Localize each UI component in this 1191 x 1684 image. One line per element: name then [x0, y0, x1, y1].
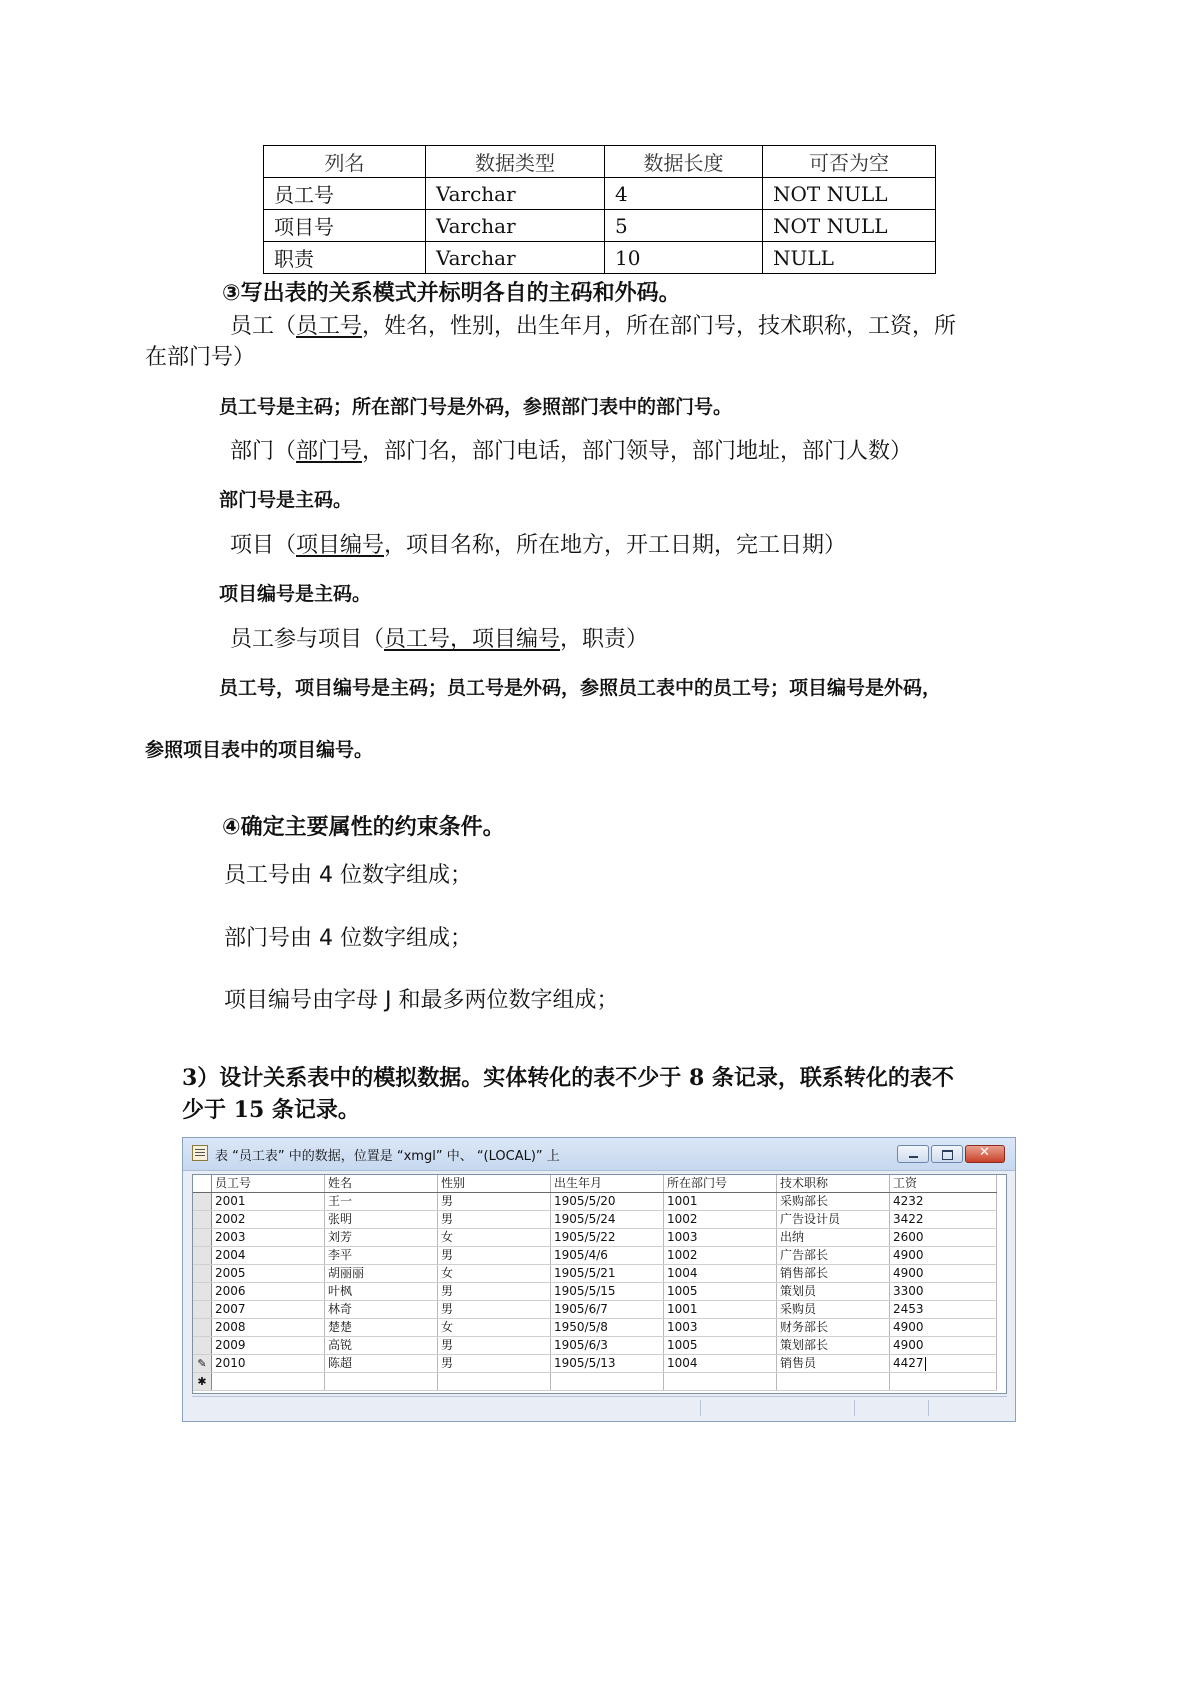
- table-cell: 5: [605, 210, 763, 242]
- table-cell: NULL: [763, 242, 936, 274]
- participation-key-note-line1: 员工号，项目编号是主码；员工号是外码，参照员工表中的员工号；项目编号是外码，: [219, 677, 942, 699]
- employee-key-note: 员工号是主码；所在部门号是外码，参照部门表中的部门号。: [219, 396, 733, 418]
- data-grid[interactable]: [192, 1174, 1007, 1394]
- table-cell: NOT NULL: [763, 178, 936, 210]
- grid-cell[interactable]: 2004: [212, 1247, 325, 1265]
- grid-cell[interactable]: 男: [438, 1301, 551, 1319]
- grid-cell[interactable]: 1905/5/24: [551, 1211, 664, 1229]
- row-selector[interactable]: [193, 1247, 212, 1265]
- grid-cell[interactable]: 出纳: [777, 1229, 890, 1247]
- table-cell: 职责: [264, 242, 426, 274]
- grid-cell[interactable]: 林奇: [325, 1301, 438, 1319]
- schema-prefix: 部门（: [230, 439, 297, 464]
- grid-cell[interactable]: 1001: [664, 1301, 777, 1319]
- grid-header-row: [193, 1175, 997, 1193]
- grid-cell[interactable]: 2007: [212, 1301, 325, 1319]
- row-selector[interactable]: [193, 1337, 212, 1355]
- participation-key-note-line2: 参照项目表中的项目编号。: [145, 739, 374, 761]
- grid-cell[interactable]: [664, 1373, 777, 1391]
- row-selector[interactable]: [193, 1229, 212, 1247]
- schema-prefix: 员工（: [230, 314, 297, 339]
- grid-cell[interactable]: 1905/6/3: [551, 1337, 664, 1355]
- new-row[interactable]: [193, 1373, 997, 1391]
- grid-cell[interactable]: 4232: [890, 1193, 997, 1211]
- grid-cell[interactable]: 3300: [890, 1283, 997, 1301]
- employee-schema-line1: [230, 309, 956, 340]
- column-header[interactable]: 员工号: [212, 1175, 325, 1193]
- grid-cell[interactable]: 1905/5/21: [551, 1265, 664, 1283]
- grid-cell[interactable]: 1905/5/13: [551, 1355, 664, 1373]
- table-cell: 项目号: [264, 210, 426, 242]
- grid-cell[interactable]: 4900: [890, 1337, 997, 1355]
- grid-cell[interactable]: 女: [438, 1229, 551, 1247]
- table-row[interactable]: [193, 1319, 997, 1337]
- grid-cell[interactable]: 张明: [325, 1211, 438, 1229]
- status-divider: [928, 1400, 929, 1416]
- grid-cell[interactable]: [890, 1373, 997, 1391]
- grid-cell[interactable]: 广告部长: [777, 1247, 890, 1265]
- grid-cell[interactable]: 财务部长: [777, 1319, 890, 1337]
- grid-cell[interactable]: 1950/5/8: [551, 1319, 664, 1337]
- grid-cell[interactable]: 1905/6/7: [551, 1301, 664, 1319]
- close-button[interactable]: [965, 1145, 1005, 1163]
- grid-cell[interactable]: 4427: [890, 1355, 997, 1373]
- row-selector[interactable]: [193, 1211, 212, 1229]
- grid-cell[interactable]: 1905/5/20: [551, 1193, 664, 1211]
- primary-key-underlined: 员工号: [296, 314, 363, 339]
- grid-cell[interactable]: 1005: [664, 1337, 777, 1355]
- table-data-window: [182, 1137, 1016, 1422]
- grid-cell[interactable]: 销售部长: [777, 1265, 890, 1283]
- status-divider: [700, 1400, 701, 1416]
- row-selector[interactable]: [193, 1283, 212, 1301]
- grid-cell[interactable]: 1905/5/15: [551, 1283, 664, 1301]
- primary-key-underlined: 员工号，项目编号: [384, 627, 561, 652]
- grid-cell[interactable]: 策划员: [777, 1283, 890, 1301]
- participation-schema: [230, 622, 648, 653]
- field-definition-table: [263, 145, 936, 274]
- column-header[interactable]: 性别: [438, 1175, 551, 1193]
- grid-cell[interactable]: 4900: [890, 1319, 997, 1337]
- schema-prefix: 员工参与项目（: [230, 627, 385, 652]
- grid-cell[interactable]: 胡丽丽: [325, 1265, 438, 1283]
- table-row[interactable]: [193, 1229, 997, 1247]
- row-selector[interactable]: [193, 1301, 212, 1319]
- schema-rest: ，职责）: [560, 627, 649, 652]
- grid-cell[interactable]: 2600: [890, 1229, 997, 1247]
- table-row[interactable]: [193, 1283, 997, 1301]
- header-cell: 列名: [264, 146, 426, 178]
- grid-cell[interactable]: 楚楚: [325, 1319, 438, 1337]
- grid-cell[interactable]: 2003: [212, 1229, 325, 1247]
- window-title: 表 “员工表” 中的数据，位置是 “xmgl” 中、 “(LOCAL)” 上: [215, 1149, 560, 1164]
- schema-prefix: 项目（: [230, 533, 297, 558]
- row-selector-header[interactable]: [193, 1175, 212, 1193]
- column-header[interactable]: 工资: [890, 1175, 997, 1193]
- grid-cell[interactable]: 刘芳: [325, 1229, 438, 1247]
- table-row[interactable]: [193, 1337, 997, 1355]
- grid-cell[interactable]: 2010: [212, 1355, 325, 1373]
- grid-cell[interactable]: 叶枫: [325, 1283, 438, 1301]
- table-row[interactable]: [193, 1193, 997, 1211]
- table-row[interactable]: [193, 1355, 997, 1373]
- primary-key-underlined: 项目编号: [296, 533, 385, 558]
- table-row: [264, 210, 936, 242]
- grid-cell[interactable]: 男: [438, 1247, 551, 1265]
- row-selector[interactable]: [193, 1319, 212, 1337]
- grid-cell[interactable]: 2002: [212, 1211, 325, 1229]
- grid-cell[interactable]: 1905/4/6: [551, 1247, 664, 1265]
- table-cell: 10: [605, 242, 763, 274]
- grid-cell[interactable]: 2005: [212, 1265, 325, 1283]
- grid-cell[interactable]: 男: [438, 1283, 551, 1301]
- grid-cell[interactable]: 2008: [212, 1319, 325, 1337]
- grid-cell[interactable]: 4900: [890, 1247, 997, 1265]
- grid-cell[interactable]: 女: [438, 1319, 551, 1337]
- grid-cell[interactable]: 王一: [325, 1193, 438, 1211]
- table-icon: [192, 1145, 208, 1161]
- grid-cell[interactable]: 女: [438, 1265, 551, 1283]
- grid-cell[interactable]: 采购部长: [777, 1193, 890, 1211]
- grid-cell[interactable]: 1004: [664, 1355, 777, 1373]
- row-selector[interactable]: [193, 1193, 212, 1211]
- constraint-item: 项目编号由字母 J 和最多两位数字组成；: [224, 988, 619, 1013]
- grid-cell[interactable]: 1005: [664, 1283, 777, 1301]
- status-bar: [192, 1396, 1007, 1419]
- grid-cell[interactable]: [212, 1373, 325, 1391]
- grid-cell[interactable]: 3422: [890, 1211, 997, 1229]
- grid-cell[interactable]: 1003: [664, 1319, 777, 1337]
- grid-cell[interactable]: 广告设计员: [777, 1211, 890, 1229]
- grid-cell[interactable]: 1001: [664, 1193, 777, 1211]
- text-caret: [925, 1357, 926, 1371]
- schema-rest: ，部门名，部门电话，部门领导，部门地址，部门人数）: [362, 439, 913, 464]
- primary-key-underlined: 部门号: [296, 439, 363, 464]
- row-selector[interactable]: [193, 1265, 212, 1283]
- window-titlebar[interactable]: [183, 1138, 1015, 1171]
- header-cell: 数据长度: [605, 146, 763, 178]
- constraint-item: 员工号由 4 位数字组成；: [224, 863, 472, 888]
- grid-cell[interactable]: 男: [438, 1337, 551, 1355]
- table-header-row: [264, 146, 936, 178]
- column-header[interactable]: 技术职称: [777, 1175, 890, 1193]
- table-cell: 4: [605, 178, 763, 210]
- column-header[interactable]: 所在部门号: [664, 1175, 777, 1193]
- grid-cell[interactable]: 1002: [664, 1247, 777, 1265]
- grid-cell[interactable]: 陈超: [325, 1355, 438, 1373]
- grid-cell[interactable]: 李平: [325, 1247, 438, 1265]
- grid-cell[interactable]: 4900: [890, 1265, 997, 1283]
- employee-schema-line2: 在部门号）: [145, 345, 256, 370]
- grid-cell[interactable]: 高锐: [325, 1337, 438, 1355]
- constraint-item: 部门号由 4 位数字组成；: [224, 926, 472, 951]
- table-row[interactable]: [193, 1265, 997, 1283]
- schema-rest: ，姓名，性别，出生年月，所在部门号，技术职称，工资，所: [362, 314, 957, 339]
- grid-cell[interactable]: 男: [438, 1193, 551, 1211]
- table-cell: Varchar: [426, 210, 605, 242]
- table-row: [264, 178, 936, 210]
- grid-cell[interactable]: 1002: [664, 1211, 777, 1229]
- table-cell: NOT NULL: [763, 210, 936, 242]
- section-3-heading-line1: 3）设计关系表中的模拟数据。实体转化的表不少于 8 条记录，联系转化的表不: [182, 1065, 954, 1091]
- table-row[interactable]: [193, 1247, 997, 1265]
- table-cell: Varchar: [426, 178, 605, 210]
- grid-cell[interactable]: 2006: [212, 1283, 325, 1301]
- table-cell: 员工号: [264, 178, 426, 210]
- department-schema: [230, 434, 912, 465]
- grid-cell[interactable]: 1004: [664, 1265, 777, 1283]
- maximize-button[interactable]: [931, 1145, 963, 1163]
- status-divider: [854, 1400, 855, 1416]
- edit-row-pencil-icon[interactable]: ✎: [193, 1355, 212, 1373]
- grid-cell[interactable]: [777, 1373, 890, 1391]
- grid-cell[interactable]: [438, 1373, 551, 1391]
- header-cell: 可否为空: [763, 146, 936, 178]
- table-row: [264, 242, 936, 274]
- grid-cell[interactable]: [325, 1373, 438, 1391]
- header-cell: 数据类型: [426, 146, 605, 178]
- minimize-button[interactable]: [897, 1145, 929, 1163]
- section3-heading: ③写出表的关系模式并标明各自的主码和外码。: [222, 281, 681, 306]
- grid-cell[interactable]: 2009: [212, 1337, 325, 1355]
- section-3-heading-line2: 少于 15 条记录。: [182, 1097, 360, 1123]
- grid-cell[interactable]: 男: [438, 1355, 551, 1373]
- table-row[interactable]: [193, 1211, 997, 1229]
- grid-cell[interactable]: 采购员: [777, 1301, 890, 1319]
- department-key-note: 部门号是主码。: [219, 489, 353, 511]
- column-header[interactable]: 姓名: [325, 1175, 438, 1193]
- table-cell: Varchar: [426, 242, 605, 274]
- grid-cell[interactable]: 1003: [664, 1229, 777, 1247]
- section4-heading: ④确定主要属性的约束条件。: [222, 815, 505, 840]
- schema-rest: ，项目名称，所在地方，开工日期，完工日期）: [384, 533, 847, 558]
- table-row[interactable]: [193, 1301, 997, 1319]
- column-header[interactable]: 出生年月: [551, 1175, 664, 1193]
- grid-cell[interactable]: 男: [438, 1211, 551, 1229]
- grid-cell[interactable]: 2001: [212, 1193, 325, 1211]
- new-row-marker-icon[interactable]: ✱: [193, 1373, 212, 1391]
- grid-cell[interactable]: 策划部长: [777, 1337, 890, 1355]
- grid-cell[interactable]: 销售员: [777, 1355, 890, 1373]
- grid-cell[interactable]: [551, 1373, 664, 1391]
- project-schema: [230, 528, 846, 559]
- grid-cell[interactable]: 1905/5/22: [551, 1229, 664, 1247]
- project-key-note: 项目编号是主码。: [219, 583, 372, 605]
- grid-cell[interactable]: 2453: [890, 1301, 997, 1319]
